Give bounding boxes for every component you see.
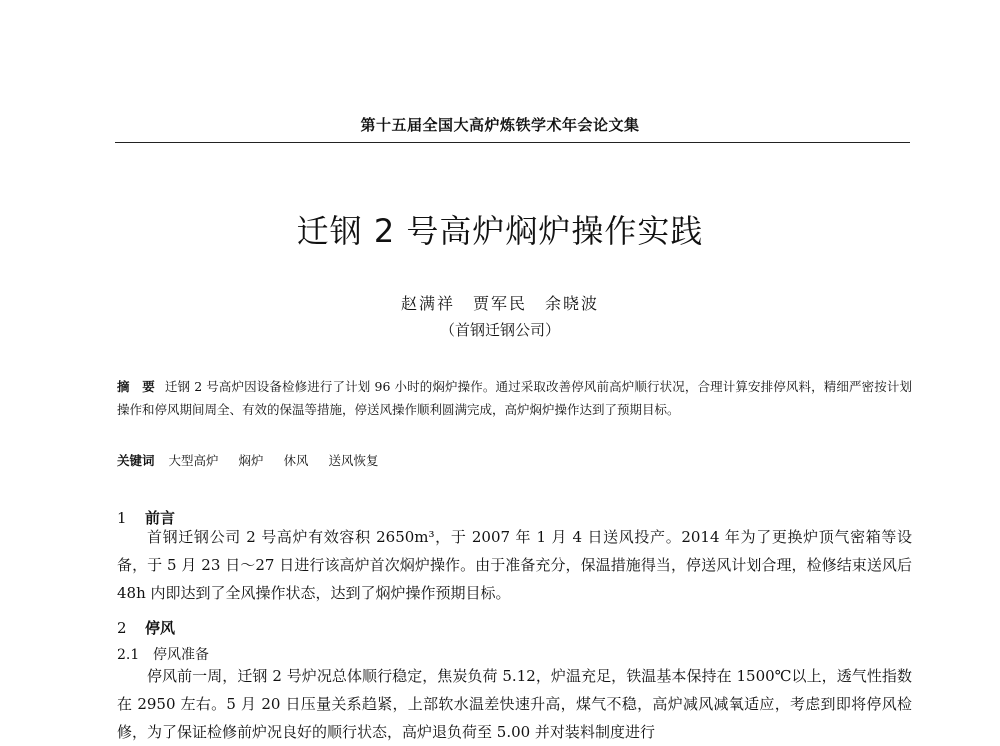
keyword: 大型高炉 (168, 453, 219, 468)
header-rule (115, 142, 910, 143)
section-1-paragraph: 首钢迁钢公司 2 号高炉有效容积 2650m³，于 2007 年 1 月 4 日送风投产。2014 年为了更换炉顶气密箱等设备，于 5 月 23 日～27 日进行该高炉首次焖炉操作。由于准备充分，保温措施得当，停送风计划合理，检修结束送风后 48h 内即达到了全风操作状态，达到了焖炉操作预期目标。 (117, 528, 912, 602)
keywords (117, 451, 912, 469)
running-head: 第十五届全国大高炉炼铁学术年会论文集 (360, 116, 640, 134)
keyword: 焖炉 (238, 453, 264, 468)
section-number: 2 (117, 619, 127, 637)
section-heading-2 (117, 617, 175, 638)
paper-title: 迁钢 2 号高炉焖炉操作实践 (296, 212, 704, 250)
section-2-1-paragraph: 停风前一周，迁钢 2 号炉况总体顺行稳定，焦炭负荷 5.12，炉温充足，铁温基本保持在 1500℃以上，透气性指数在 2950 左右。5 月 20 日压量关系趋紧，上部软水温差快速升高，煤气不稳，高炉减风减氧适应，考虑到即将停风检修，为了保证检修前炉况良好的顺行状态，高炉退负荷至 5.00 并对装料制度进行 (117, 667, 912, 741)
keyword: 休风 (283, 453, 309, 468)
affiliation: （首钢迁钢公司） (439, 321, 560, 339)
section-title: 前言 (145, 509, 176, 527)
subsection-title: 停风准备 (153, 647, 209, 663)
keywords-label: 关键词 (117, 453, 155, 468)
abstract-text: 迁钢 2 号高炉因设备检修进行了计划 96 小时的焖炉操作。通过采取改善停风前高炉顺行状况，合理计算安排停风料，精细严密按计划操作和停风期间周全、有效的保温等措施，停送风操作顺利圆满完成，高炉焖炉操作达到了预期目标。 (117, 379, 912, 417)
subsection-heading-2-1 (117, 644, 209, 664)
section-number: 1 (117, 509, 127, 527)
section-title: 停风 (145, 619, 176, 637)
authors: 赵满祥 贾军民 余晓波 (400, 294, 599, 313)
keyword: 送风恢复 (328, 453, 379, 468)
subsection-number: 2.1 (117, 647, 140, 663)
abstract-label: 摘 要 (117, 379, 155, 394)
abstract (117, 375, 912, 421)
